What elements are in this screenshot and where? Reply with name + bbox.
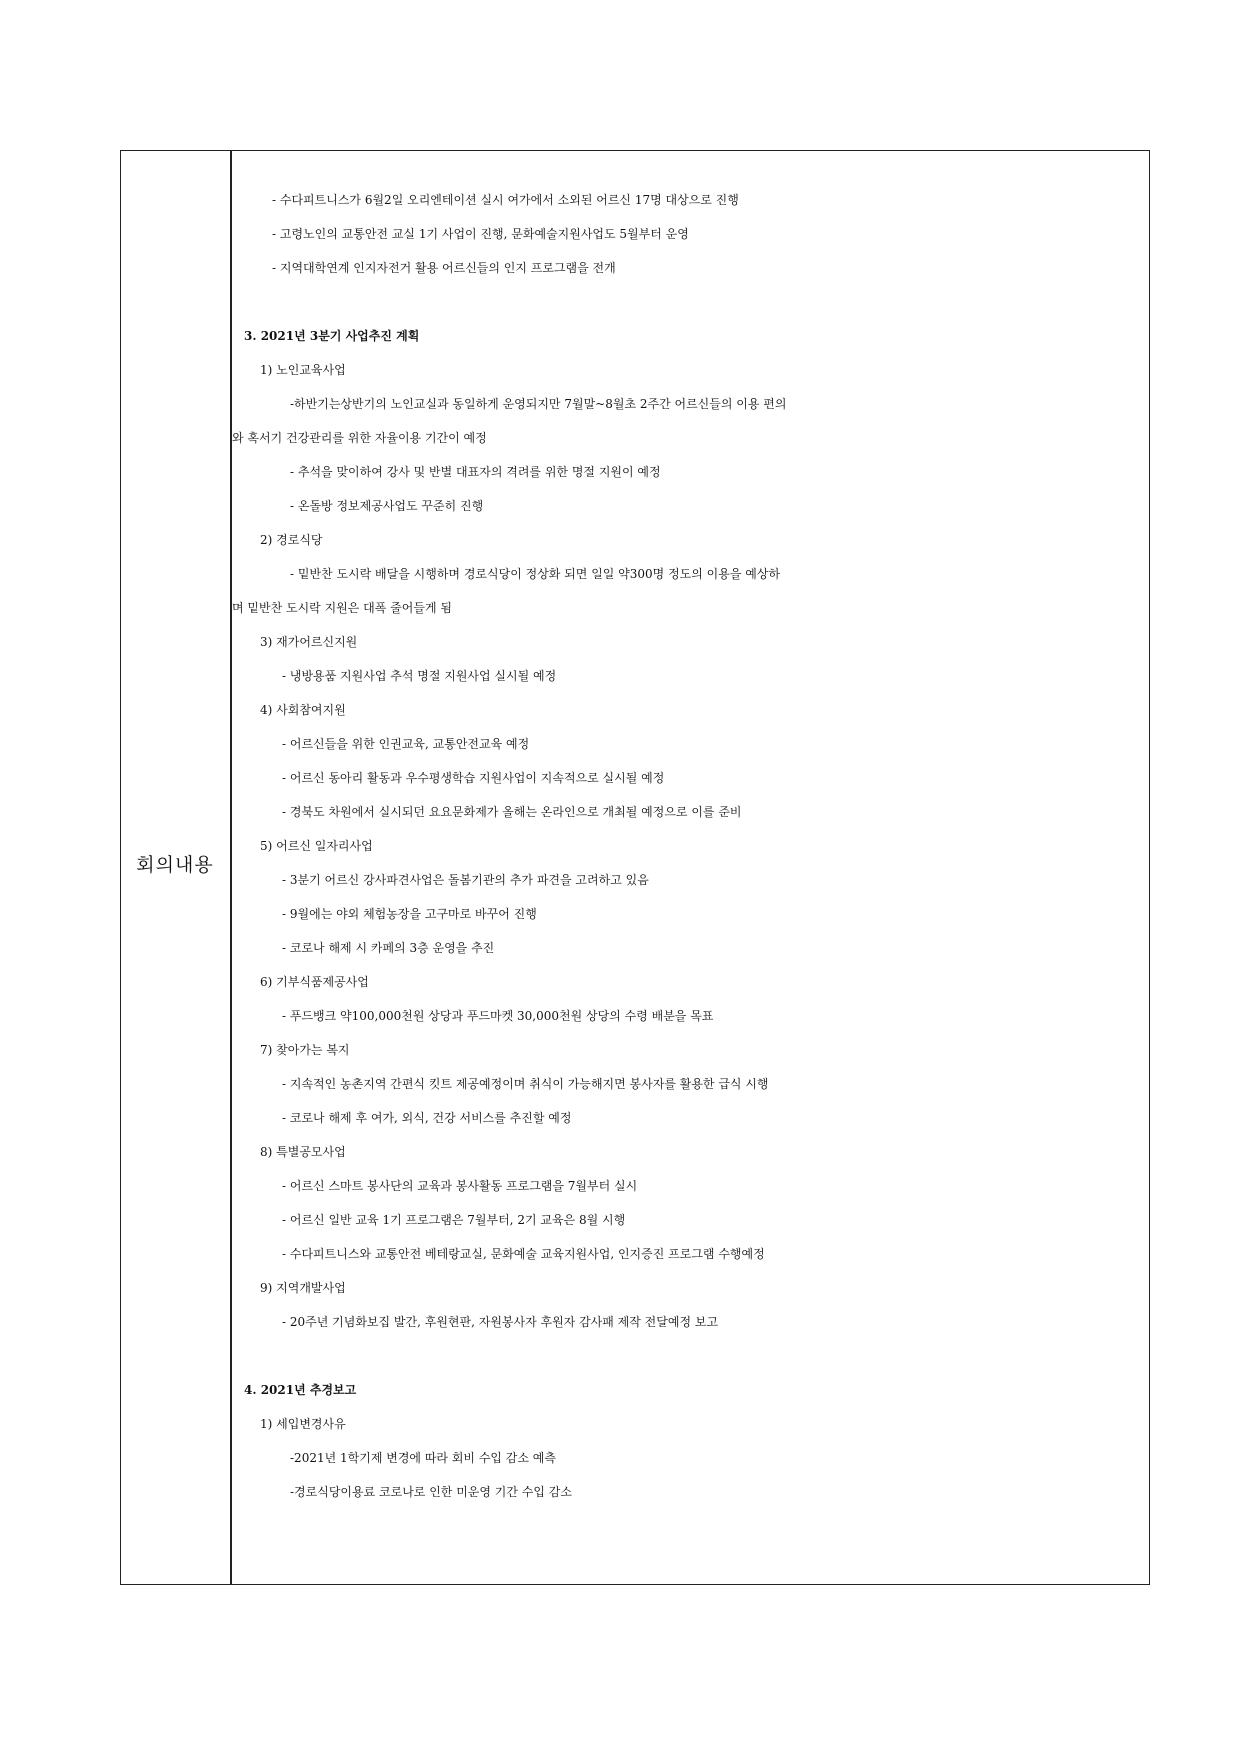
list-item: - 추석을 맞이하여 강사 및 반별 대표자의 격려를 위한 명절 지원이 예정: [290, 465, 661, 479]
subsection-title: 5) 어르신 일자리사업: [260, 839, 373, 853]
list-item: - 냉방용품 지원사업 추석 명절 지원사업 실시될 예정: [282, 669, 557, 683]
list-item-continuation: 와 혹서기 건강관리를 위한 자율이용 기간이 예정: [232, 431, 487, 445]
list-item: - 밑반찬 도시락 배달을 시행하며 경로식당이 정상화 되면 일일 약300명 정도의 이용을 예상하: [290, 567, 781, 581]
list-item: - 코로나 해제 시 카페의 3층 운영을 추진: [282, 941, 495, 955]
section-title: 3. 2021년 3분기 사업추진 계획: [244, 329, 420, 343]
list-item: - 경북도 차원에서 실시되던 요요문화제가 올해는 온라인으로 개최될 예정으로 이를 준비: [282, 805, 742, 819]
list-item: - 수다피트니스가 6월2일 오리엔테이션 실시 여가에서 소외된 어르신 17명 대상으로 진행: [272, 193, 739, 207]
list-item: - 어르신 일반 교육 1기 프로그램은 7월부터, 2기 교육은 8월 시행: [282, 1213, 626, 1227]
section-title: 4. 2021년 추경보고: [244, 1383, 357, 1397]
subsection-title: 1) 노인교육사업: [260, 363, 346, 377]
list-item: - 지속적인 농촌지역 간편식 킷트 제공예정이며 취식이 가능해지면 봉사자를 활용한 급식 시행: [282, 1077, 769, 1091]
subsection-title: 8) 특별공모사업: [260, 1145, 346, 1159]
meeting-content: [232, 183, 1148, 1509]
list-item: - 코로나 해제 후 여가, 외식, 건강 서비스를 추진할 예정: [282, 1111, 572, 1125]
list-item: - 어르신 스마트 봉사단의 교육과 봉사활동 프로그램을 7월부터 실시: [282, 1179, 638, 1193]
subsection-title: 1) 세입변경사유: [260, 1417, 346, 1431]
list-item: - 어르신들을 위한 인권교육, 교통안전교육 예정: [282, 737, 530, 751]
list-item: - 9월에는 야외 체험농장을 고구마로 바꾸어 진행: [282, 907, 537, 921]
list-item: - 3분기 어르신 강사파견사업은 돌봄기관의 추가 파견을 고려하고 있음: [282, 873, 649, 887]
list-item: -경로식당이용료 코로나로 인한 미운영 기간 수입 감소: [290, 1485, 572, 1499]
subsection-title: 4) 사회참여지원: [260, 703, 346, 717]
list-item: - 수다피트니스와 교통안전 베테랑교실, 문화예술 교육지원사업, 인지증진 프로그램 수행예정: [282, 1247, 765, 1261]
list-item: - 푸드뱅크 약100,000천원 상당과 푸드마켓 30,000천원 상당의 수령 배분을 목표: [282, 1009, 714, 1023]
subsection-title: 2) 경로식당: [260, 533, 323, 547]
list-item: - 지역대학연계 인지자전거 활용 어르신들의 인지 프로그램을 전개: [272, 261, 616, 275]
subsection-title: 9) 지역개발사업: [260, 1281, 346, 1295]
subsection-title: 3) 재가어르신지원: [260, 635, 358, 649]
list-item: - 어르신 동아리 활동과 우수평생학습 지원사업이 지속적으로 실시될 예정: [282, 771, 665, 785]
list-item: -2021년 1학기제 변경에 따라 회비 수입 감소 예측: [290, 1451, 556, 1465]
row-label: 회의내용: [136, 854, 214, 876]
list-item-continuation: 며 밑반찬 도시락 지원은 대폭 줄어들게 됨: [232, 601, 452, 615]
list-item: -하반기는상반기의 노인교실과 동일하게 운영되지만 7월말~8월초 2주간 어르신들의 이용 편의: [290, 397, 787, 411]
subsection-title: 6) 기부식품제공사업: [260, 975, 369, 989]
list-item: - 20주년 기념화보집 발간, 후원현판, 자원봉사자 후원자 감사패 제작 전달예정 보고: [282, 1315, 719, 1329]
subsection-title: 7) 찾아가는 복지: [260, 1043, 350, 1057]
list-item: - 고령노인의 교통안전 교실 1기 사업이 진행, 문화예술지원사업도 5월부터 운영: [272, 227, 689, 241]
list-item: - 온돌방 정보제공사업도 꾸준히 진행: [290, 499, 484, 513]
